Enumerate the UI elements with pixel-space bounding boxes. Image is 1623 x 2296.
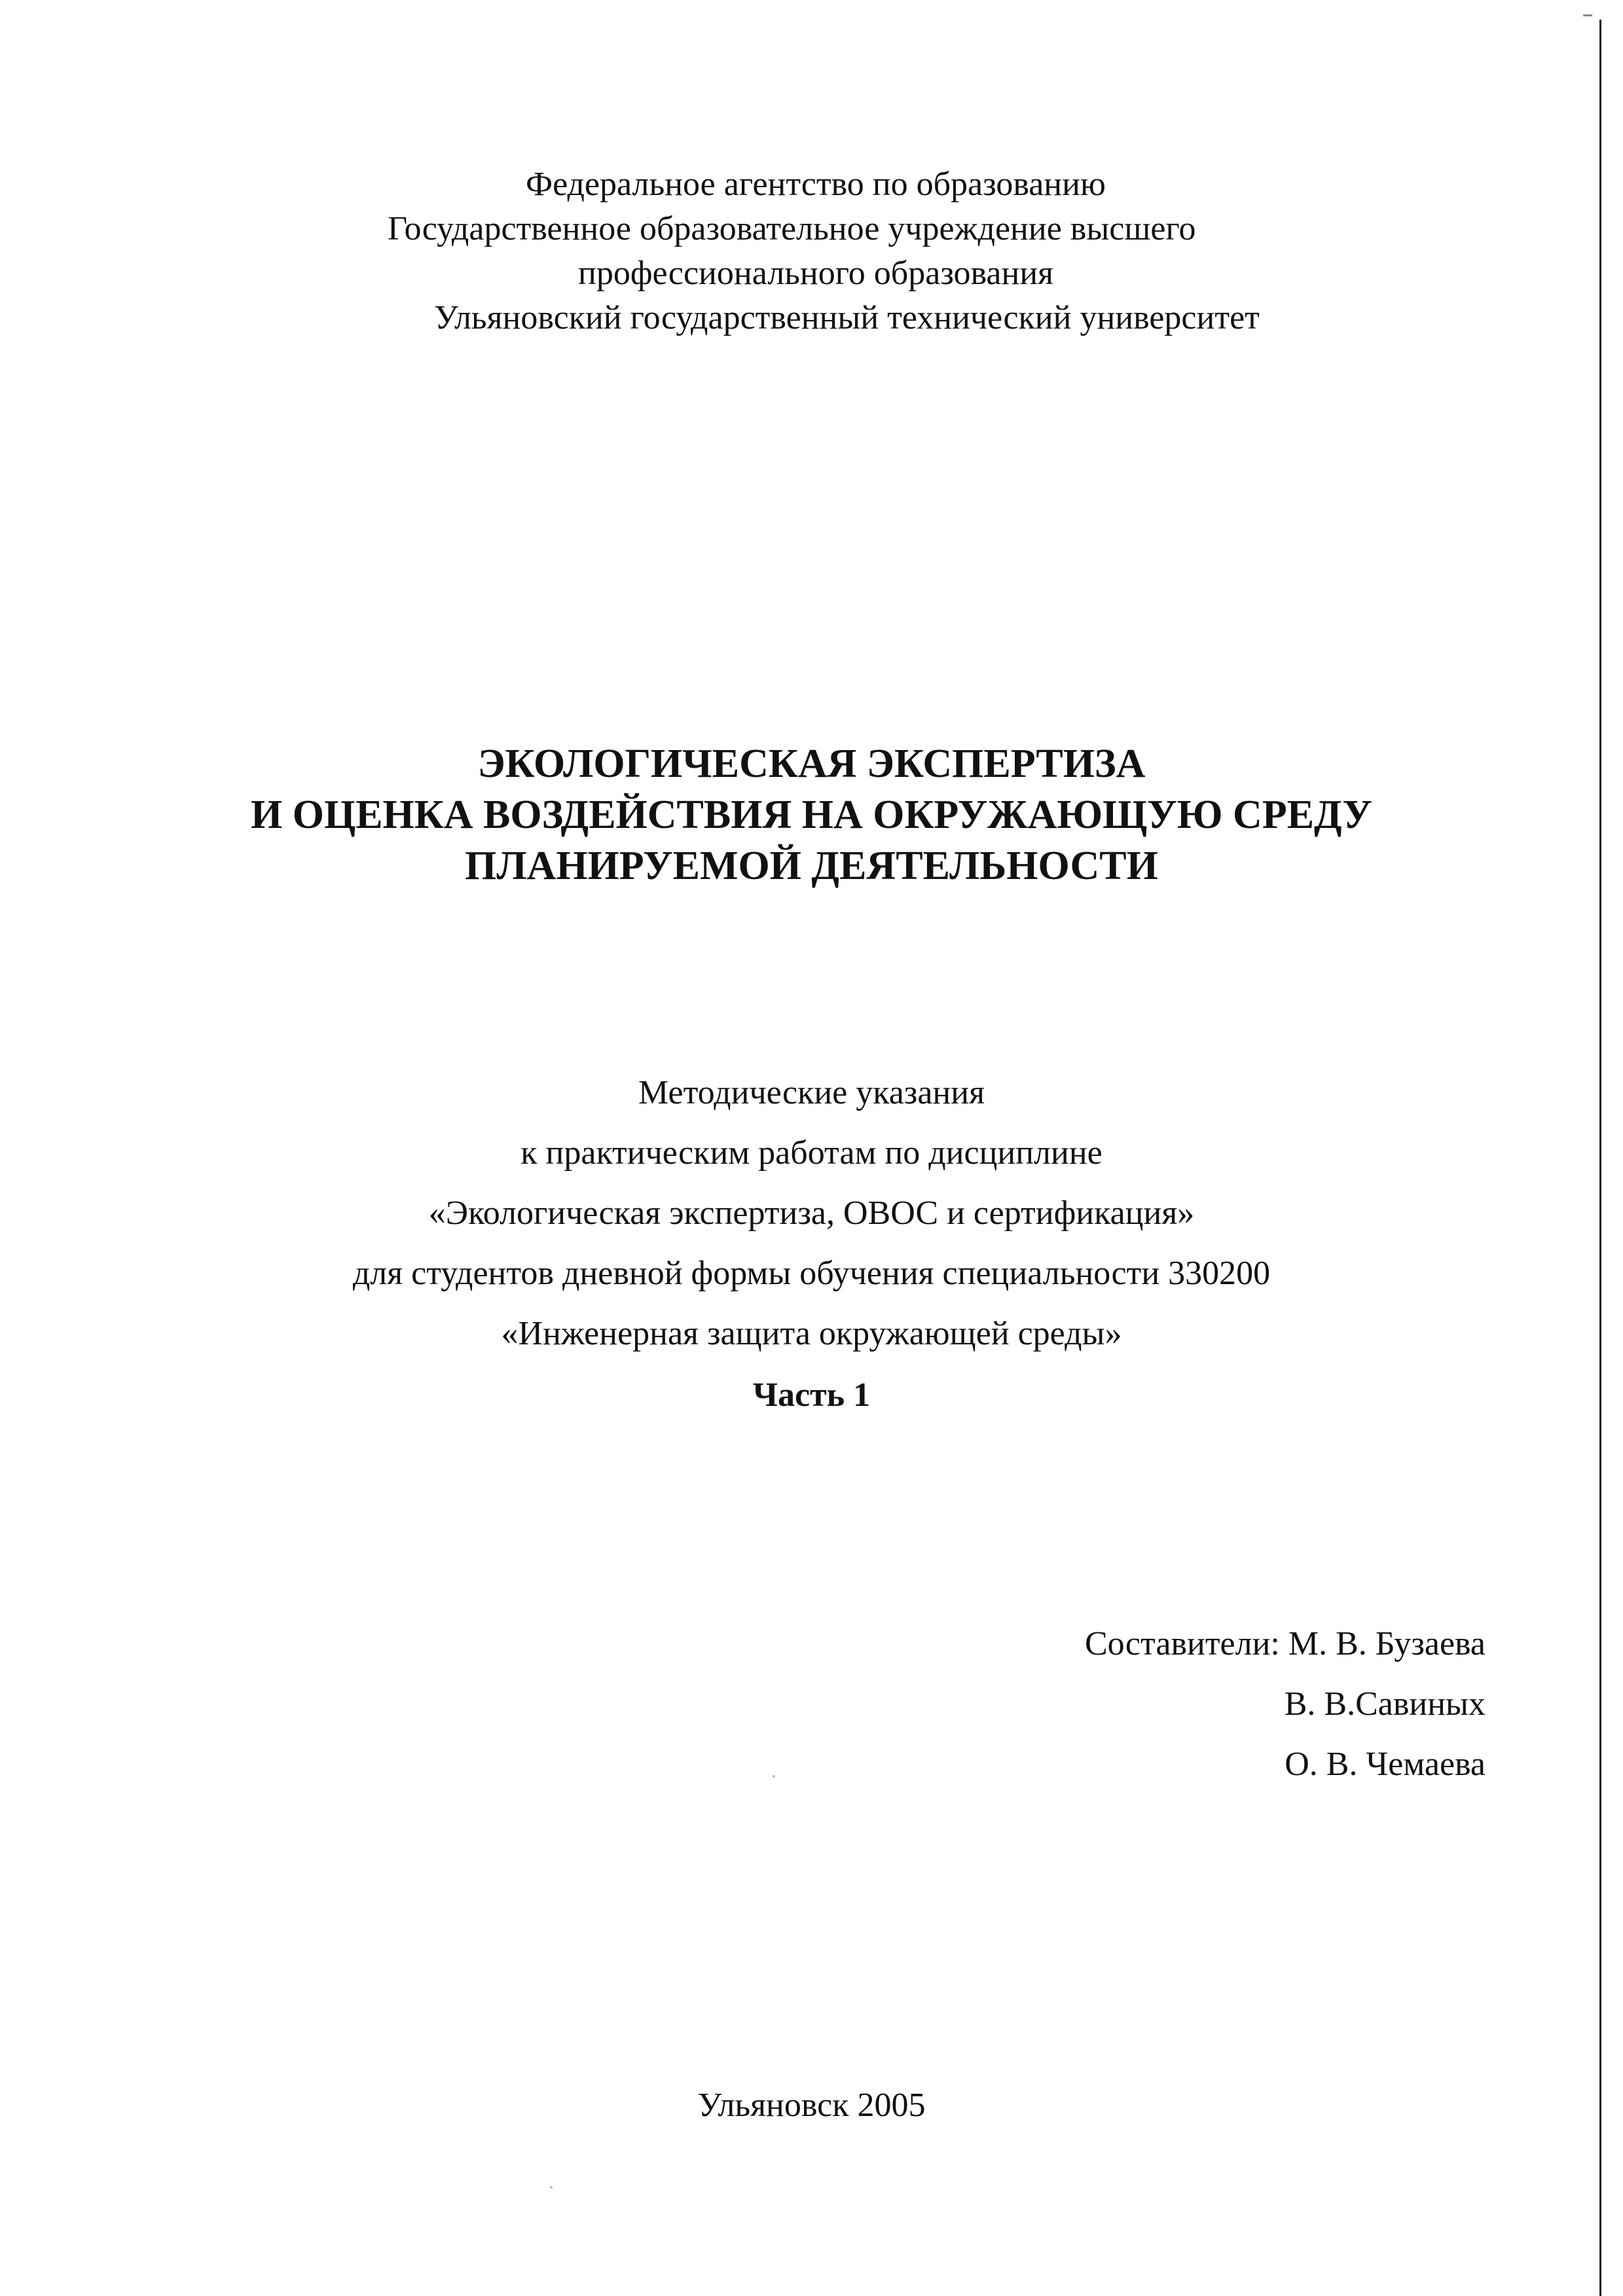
scan-speck [550,2186,553,2189]
compilers-third: О. В. Чемаева [1285,1746,1486,1783]
subtitle-line5: «Инженерная защита окружающей среды» [501,1315,1122,1352]
title-line1: ЭКОЛОГИЧЕСКАЯ ЭКСПЕРТИЗА [477,742,1146,786]
compilers-second: В. В.Савиных [1284,1685,1486,1723]
part-number: Часть 1 [752,1376,871,1414]
subtitle-line3: «Экологическая экспертиза, ОВОС и сертификация» [428,1194,1195,1232]
header-agency: Федеральное агентство по образованию [526,166,1106,203]
city-year: Ульяновск 2005 [697,2087,926,2124]
subtitle-line4: для студентов дневной формы обучения специальности 330200 [352,1255,1271,1292]
header-university: Ульяновский государственный технический университет [434,299,1260,336]
scan-corner-mark [1583,14,1592,16]
subtitle-line2: к практическим работам по дисциплине [520,1134,1103,1172]
header-institution-line1: Государственное образовательное учреждение высшего [388,210,1196,247]
compilers-first: Составители: М. В. Бузаева [1084,1625,1486,1662]
header-institution-line2: профессионального образования [578,255,1054,292]
subtitle-line1: Методические указания [638,1074,985,1111]
title-line3: ПЛАНИРУЕМОЙ ДЕЯТЕЛЬНОСТИ [465,844,1158,888]
scan-speck [773,1775,775,1778]
title-line2: И ОЦЕНКА ВОЗДЕЙСТВИЯ НА ОКРУЖАЮЩУЮ СРЕДУ [251,793,1372,837]
